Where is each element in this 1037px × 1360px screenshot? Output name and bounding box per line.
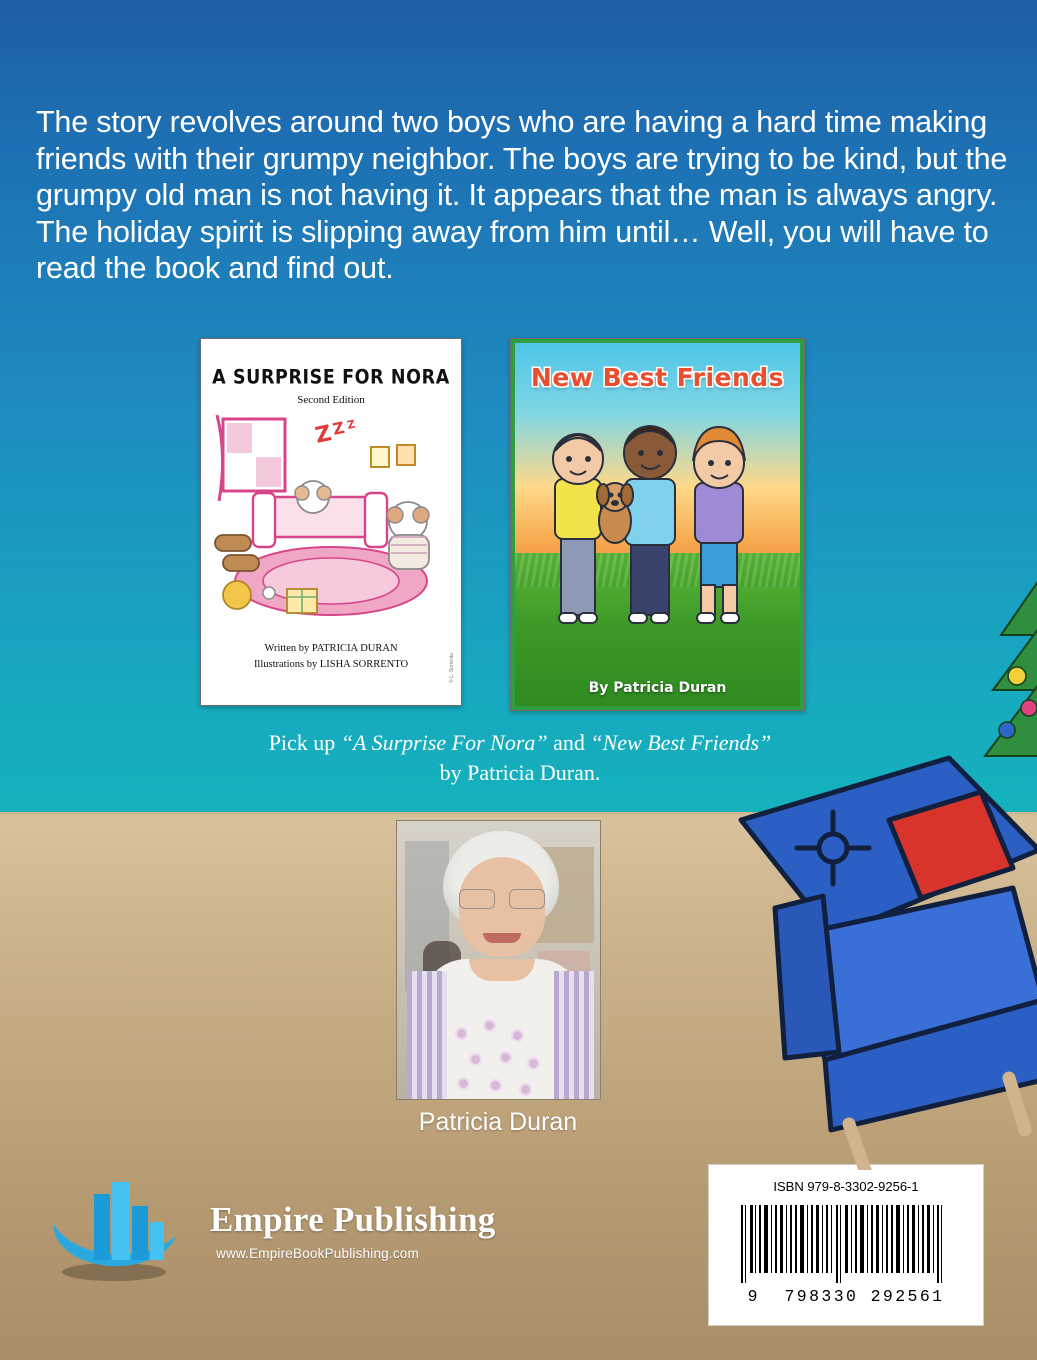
svg-text:Z: Z	[330, 417, 347, 439]
book-covers-group	[0, 338, 1037, 713]
cover-subtitle: Second Edition	[297, 394, 365, 406]
cover-credit-author: Written by PATRICIA DURAN	[264, 643, 398, 654]
cover-title: New Best Friends	[530, 363, 785, 392]
book-cover-a-surprise-for-nora	[200, 338, 462, 706]
author-photo	[396, 820, 601, 1100]
isbn-label: ISBN 979-8-3302-9256-1	[773, 1179, 919, 1194]
barcode-digit-body: 798330 292561	[784, 1287, 945, 1306]
photo-shirt-stripe-right	[554, 971, 594, 1100]
cover-author: By Patricia Duran	[588, 680, 727, 696]
blue-chair-illustration	[713, 700, 1037, 1170]
nbf-cover-illustration	[515, 417, 800, 667]
blurb-text: The story revolves around two boys who are having a hard time making friends with their grumpy neighbor. The boys are trying to be kind, but the grumpy old man is not having it. It appears that the man is always angry. The holiday spirit is slipping away from him until… Well, you will have to read the book and find out.	[36, 105, 1008, 286]
cover-title: A SURPRISE FOR NORA	[212, 366, 450, 390]
isbn-barcode-block	[708, 1164, 984, 1326]
barcode-image	[741, 1205, 951, 1283]
cover-artist-mark: © L. Sorrento	[449, 653, 455, 683]
book-cover-new-best-friends	[510, 338, 805, 711]
pickup-prefix: Pick up	[268, 730, 341, 755]
cover-credit-illustrator: Illustrations by LISHA SORRENTO	[253, 659, 409, 670]
pickup-byline: by Patricia Duran.	[439, 759, 601, 785]
nora-cover-illustration	[201, 409, 461, 624]
photo-smile	[483, 933, 521, 943]
glasses-icon	[457, 889, 547, 909]
barcode-digit-prefix: 9	[747, 1287, 760, 1306]
publisher-name: Empire Publishing	[210, 1200, 496, 1239]
photo-shirt-stripe-left	[407, 971, 447, 1100]
pickup-conjunction: and	[547, 730, 591, 755]
pickup-title-2: “New Best Friends”	[590, 730, 772, 755]
svg-text:Z: Z	[345, 417, 357, 432]
pickup-title-1: “A Surprise For Nora”	[340, 730, 548, 755]
photo-shirt-flowers	[449, 1017, 555, 1099]
barcode-digits	[709, 1287, 983, 1306]
publisher-block	[48, 1178, 508, 1288]
svg-text:Z: Z	[313, 421, 334, 449]
publisher-url: www.EmpireBookPublishing.com	[216, 1246, 419, 1261]
author-name: Patricia Duran	[418, 1108, 578, 1136]
empire-publishing-logo	[48, 1178, 198, 1288]
